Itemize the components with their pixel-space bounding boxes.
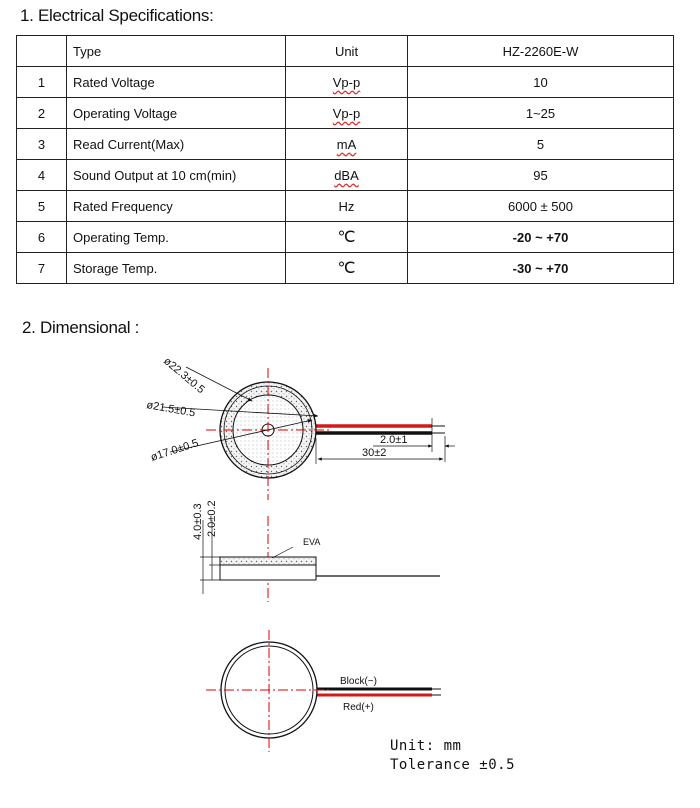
row-no: 6	[17, 222, 67, 253]
header-unit: Unit	[286, 36, 408, 67]
row-value: -30 ~ +70	[408, 253, 674, 284]
row-type: Read Current(Max)	[67, 129, 286, 160]
wire-red-label: Red(+)	[343, 702, 374, 713]
tolerance-note: Tolerance ±0.5	[390, 757, 516, 773]
row-value: -20 ~ +70	[408, 222, 674, 253]
section-title-electrical: 1. Electrical Specifications:	[20, 6, 214, 25]
row-type: Operating Voltage	[67, 98, 286, 129]
row-unit: ℃	[286, 253, 408, 284]
row-unit-text: mA	[336, 136, 357, 152]
row-unit: ℃	[286, 222, 408, 253]
row-no: 4	[17, 160, 67, 191]
bottom-view	[206, 630, 441, 752]
row-no: 1	[17, 67, 67, 98]
row-no: 2	[17, 98, 67, 129]
buzzer-body	[220, 565, 316, 580]
row-no: 3	[17, 129, 67, 160]
dim-inner-label: ø17.0±0.5	[149, 437, 200, 464]
row-value: 5	[408, 129, 674, 160]
dim-outer-label: ø22.3±0.5	[161, 355, 207, 397]
row-type: Rated Frequency	[67, 191, 286, 222]
row-unit-text: Vp-p	[332, 105, 361, 121]
row-value: 1~25	[408, 98, 674, 129]
row-unit: Hz	[286, 191, 408, 222]
row-value: 6000 ± 500	[408, 191, 674, 222]
section-title-dimensional: 2. Dimensional :	[22, 318, 140, 337]
wire-black-label: Block(−)	[340, 676, 377, 687]
unit-note: Unit: mm	[390, 738, 462, 754]
row-unit-text: Vp-p	[332, 74, 361, 90]
header-type: Type	[67, 36, 286, 67]
dim-length-label: 30±2	[362, 447, 387, 459]
row-no: 5	[17, 191, 67, 222]
row-no: 7	[17, 253, 67, 284]
row-type: Sound Output at 10 cm(min)	[67, 160, 286, 191]
dim-height-total: 4.0±0.3	[192, 503, 204, 540]
row-type: Operating Temp.	[67, 222, 286, 253]
foam-layer	[220, 557, 316, 565]
row-type: Rated Voltage	[67, 67, 286, 98]
side-view	[192, 500, 440, 602]
dim-strip-label: 2.0±1	[380, 434, 408, 446]
row-type: Storage Temp.	[67, 253, 286, 284]
row-value: 95	[408, 160, 674, 191]
dim-height-foam: 2.0±0.2	[206, 500, 218, 537]
header-model: HZ-2260E-W	[408, 36, 674, 67]
leader-foam	[272, 547, 293, 558]
foam-label: EVA	[303, 537, 321, 547]
row-value: 10	[408, 67, 674, 98]
dim-mid-label: ø21.5±0.5	[145, 399, 197, 420]
top-view	[145, 355, 455, 500]
row-unit-text: dBA	[334, 167, 359, 183]
